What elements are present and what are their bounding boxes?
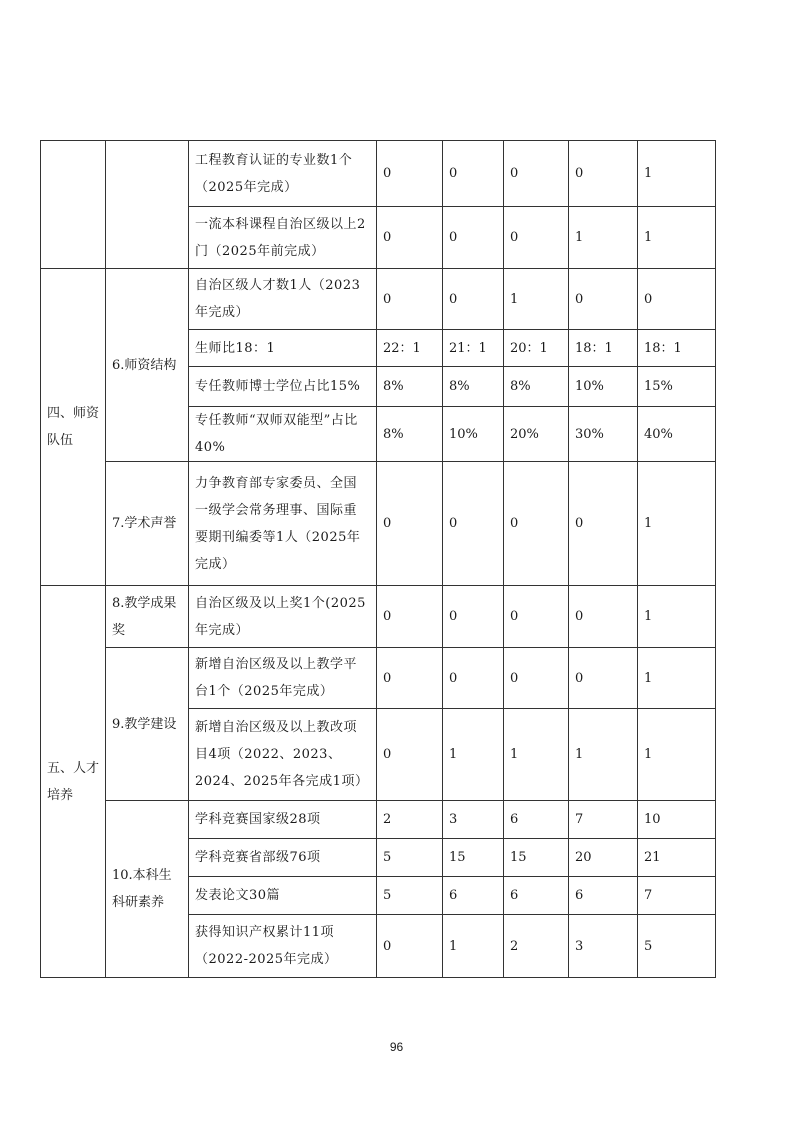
value-cell: 18：1 [569,330,638,367]
value-cell: 0 [443,648,504,709]
table-row [41,648,716,709]
table-row [41,586,716,648]
value-cell: 40% [638,407,716,462]
indicator-cell: 发表论文30篇 [189,877,377,915]
value-cell: 0 [569,586,638,648]
value-cell: 15 [504,839,569,877]
value-cell: 5 [638,915,716,978]
value-cell: 8% [443,367,504,407]
value-cell: 30% [569,407,638,462]
value-cell: 0 [377,269,443,330]
value-cell: 0 [443,207,504,269]
value-cell: 7 [638,877,716,915]
value-cell: 0 [569,269,638,330]
value-cell: 20 [569,839,638,877]
value-cell: 7 [569,801,638,839]
indicator-cell: 一流本科课程自治区级以上2门（2025年前完成） [189,207,377,269]
table-row [41,801,716,839]
value-cell: 0 [569,141,638,207]
indicator-cell: 力争教育部专家委员、全国一级学会常务理事、国际重要期刊编委等1人（2025年完成） [189,462,377,586]
value-cell: 0 [569,462,638,586]
value-cell: 0 [443,141,504,207]
category-cell: 四、师资队伍 [41,269,106,586]
value-cell: 1 [638,207,716,269]
value-cell: 1 [638,648,716,709]
value-cell: 3 [443,801,504,839]
subcategory-cell: 8.教学成果奖 [106,586,189,648]
value-cell: 1 [504,269,569,330]
value-cell: 0 [504,586,569,648]
value-cell: 1 [443,915,504,978]
value-cell: 3 [569,915,638,978]
value-cell: 0 [377,462,443,586]
value-cell: 1 [638,462,716,586]
value-cell: 0 [377,586,443,648]
value-cell: 0 [443,586,504,648]
subcategory-cell: 9.教学建设 [106,648,189,801]
table-row [41,141,716,207]
value-cell: 21：1 [443,330,504,367]
value-cell: 10% [443,407,504,462]
value-cell: 0 [569,648,638,709]
subcategory-cell: 10.本科生科研素养 [106,801,189,978]
value-cell: 10% [569,367,638,407]
indicator-cell: 新增自治区级及以上教学平台1个（2025年完成） [189,648,377,709]
value-cell: 0 [377,141,443,207]
value-cell: 20：1 [504,330,569,367]
value-cell: 0 [443,269,504,330]
category-cell: 五、人才培养 [41,586,106,978]
value-cell: 1 [638,141,716,207]
indicator-cell: 工程教育认证的专业数1个（2025年完成） [189,141,377,207]
value-cell: 1 [504,709,569,801]
value-cell: 5 [377,839,443,877]
value-cell: 0 [377,207,443,269]
value-cell: 22：1 [377,330,443,367]
value-cell: 0 [377,648,443,709]
indicator-cell: 专任教师博士学位占比15% [189,367,377,407]
indicator-cell: 新增自治区级及以上教改项目4项（2022、2023、2024、2025年各完成1项） [189,709,377,801]
value-cell: 6 [569,877,638,915]
table-row [41,462,716,586]
category-cell-empty [41,141,106,269]
value-cell: 1 [569,207,638,269]
value-cell: 5 [377,877,443,915]
value-cell: 1 [569,709,638,801]
indicator-cell: 自治区级及以上奖1个(2025年完成） [189,586,377,648]
indicator-cell: 专任教师“双师双能型”占比40% [189,407,377,462]
value-cell: 8% [377,407,443,462]
value-cell: 18：1 [638,330,716,367]
value-cell: 0 [638,269,716,330]
value-cell: 21 [638,839,716,877]
value-cell: 0 [504,462,569,586]
subcategory-cell-empty [106,141,189,269]
value-cell: 0 [443,462,504,586]
value-cell: 1 [443,709,504,801]
value-cell: 0 [504,207,569,269]
indicator-cell: 生师比18：1 [189,330,377,367]
indicator-cell: 自治区级人才数1人（2023年完成） [189,269,377,330]
value-cell: 15 [443,839,504,877]
value-cell: 0 [377,709,443,801]
value-cell: 6 [504,877,569,915]
value-cell: 1 [638,586,716,648]
subcategory-cell: 6.师资结构 [106,269,189,462]
indicator-cell: 学科竞赛国家级28项 [189,801,377,839]
value-cell: 1 [638,709,716,801]
subcategory-cell: 7.学术声誉 [106,462,189,586]
value-cell: 2 [377,801,443,839]
indicator-cell: 学科竞赛省部级76项 [189,839,377,877]
value-cell: 8% [377,367,443,407]
value-cell: 8% [504,367,569,407]
value-cell: 20% [504,407,569,462]
indicator-table [40,140,716,978]
table-row [41,269,716,330]
value-cell: 0 [377,915,443,978]
value-cell: 6 [504,801,569,839]
value-cell: 6 [443,877,504,915]
value-cell: 15% [638,367,716,407]
value-cell: 0 [504,141,569,207]
value-cell: 0 [504,648,569,709]
value-cell: 2 [504,915,569,978]
page-number: 96 [389,1040,404,1054]
indicator-cell: 获得知识产权累计11项（2022-2025年完成） [189,915,377,978]
value-cell: 10 [638,801,716,839]
